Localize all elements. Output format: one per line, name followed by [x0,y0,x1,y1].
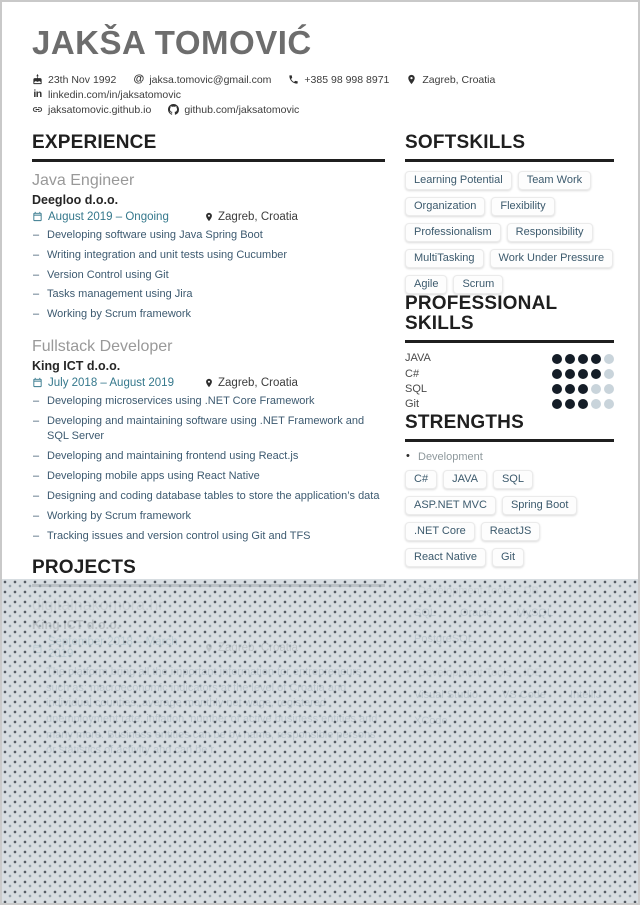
map-pin-icon [204,211,214,223]
strength-group-label: • Development [405,451,614,463]
softskill-tag: Organization [405,197,485,216]
skill-level-dots [552,369,614,379]
skill-row [405,398,614,411]
softskill-tag: Learning Potential [405,171,512,190]
job-bullet: – Developing mobile apps using React Native [32,469,385,484]
job-bullet: – Working by Scrum framework [32,307,385,322]
skill-level-dots [552,384,614,394]
job-title: Java Engineer [32,171,135,189]
calendar-icon [32,377,43,388]
job-location: Zagreb, Croatia [204,211,298,223]
skill-row [405,383,614,396]
map-pin-icon [204,377,214,389]
job-dates: August 2019 – Ongoing [32,211,204,223]
softskills-tags [405,171,614,294]
job-bullet-list [32,394,385,544]
contact-location [406,74,495,86]
contact-row-2 [32,104,610,116]
halftone-pattern-overlay [2,579,638,903]
skill-row [405,368,614,381]
softskill-tag: Team Work [518,171,591,190]
softskill-tag: Responsibility [507,223,593,242]
skill-row [405,352,614,365]
softskill-tag: Work Under Pressure [490,249,614,268]
job-bullet: – Designing and coding database tables to store the application’s data [32,489,385,504]
calendar-icon [32,211,43,222]
softskill-tag: Agile [405,275,447,294]
job-company: Deegloo d.o.o. [32,192,119,207]
strength-tag: Spring Boot [502,496,577,515]
job-bullet: – Developing software using Java Spring Boot [32,228,385,243]
github-icon [168,104,179,115]
strength-tag: SQL [493,470,533,489]
job-bullet: – Version Control using Git [32,268,385,283]
contact-phone-text: +385 98 998 8971 [304,73,390,86]
contact-phone[interactable] [288,74,389,86]
softskill-tag: MultiTasking [405,249,484,268]
job-bullet: – Developing and maintaining frontend using React.js [32,449,385,464]
contact-email-text: jaksa.tomovic@gmail.com [149,73,272,86]
linkedin-icon: in [33,88,42,101]
strengths-heading: STRENGTHS [405,413,614,442]
experience-entry [32,171,385,323]
job-dates: July 2018 – August 2019 [32,377,204,389]
job-location: Zagreb, Croatia [204,377,298,389]
experience-heading: EXPERIENCE [32,133,385,162]
softskill-tag: Scrum [453,275,503,294]
job-bullet: – Working by Scrum framework [32,509,385,524]
strength-tags [405,470,614,567]
softskill-tag: Professionalism [405,223,501,242]
strength-tag: ReactJS [481,522,541,541]
contact-location-text: Zagreb, Croatia [422,73,496,86]
contact-linkedin-text: linkedin.com/in/jaksatomovic [48,88,182,101]
job-meta [32,377,385,389]
contact-email[interactable] [133,74,271,86]
job-bullet: – Writing integration and unit tests using Cucumber [32,248,385,263]
contact-website[interactable] [32,104,151,116]
experience-entry [32,337,385,544]
contact-birthday [32,74,116,86]
contact-birthday-text: 23th Nov 1992 [48,73,117,86]
softskill-tag: Flexibility [491,197,554,216]
skill-level-dots [552,399,614,409]
projects-heading: PROJECTS [32,558,385,587]
at-sign-icon: @ [133,73,145,86]
professional-skills-heading: PROFESSIONAL SKILLS [405,294,614,344]
map-pin-icon [406,74,417,85]
professional-skills-list [405,352,614,411]
job-company: King ICT d.o.o. [32,358,121,373]
job-bullet: – Developing microservices using .NET Core Framework [32,394,385,409]
strength-tag: C# [405,470,437,489]
job-bullet: – Tracking issues and version control using Git and TFS [32,529,385,544]
job-bullet-list [32,228,385,323]
contact-github-text: github.com/jaksatomovic [184,103,300,116]
phone-icon [288,74,299,85]
contact-row-1 [32,74,610,101]
strength-tag: .NET Core [405,522,475,541]
contact-website-text: jaksatomovic.github.io [48,103,152,116]
strength-tag: JAVA [443,470,487,489]
birthday-cake-icon [32,74,43,85]
skill-name: SQL [405,382,428,395]
strength-tag: ASP.NET MVC [405,496,496,515]
skill-name: Git [405,397,420,410]
strength-group-development [405,451,614,567]
job-meta [32,211,385,223]
job-bullet: – Developing and maintaining software using .NET Framework and SQL Server [32,414,385,445]
contact-github[interactable] [168,104,299,116]
link-icon [32,104,43,115]
skill-name: JAVA [405,352,431,365]
skill-name: C# [405,367,420,380]
skill-level-dots [552,354,614,364]
strength-tag: React Native [405,548,486,567]
job-bullet: – Tasks management using Jira [32,287,385,302]
job-title: Fullstack Developer [32,337,173,355]
header [2,2,638,116]
person-name: JAKŠA TOMOVIĆ [32,24,312,61]
contact-linkedin[interactable] [32,89,181,101]
softskills-heading: SOFTSKILLS [405,133,614,162]
strength-tag: Git [492,548,524,567]
